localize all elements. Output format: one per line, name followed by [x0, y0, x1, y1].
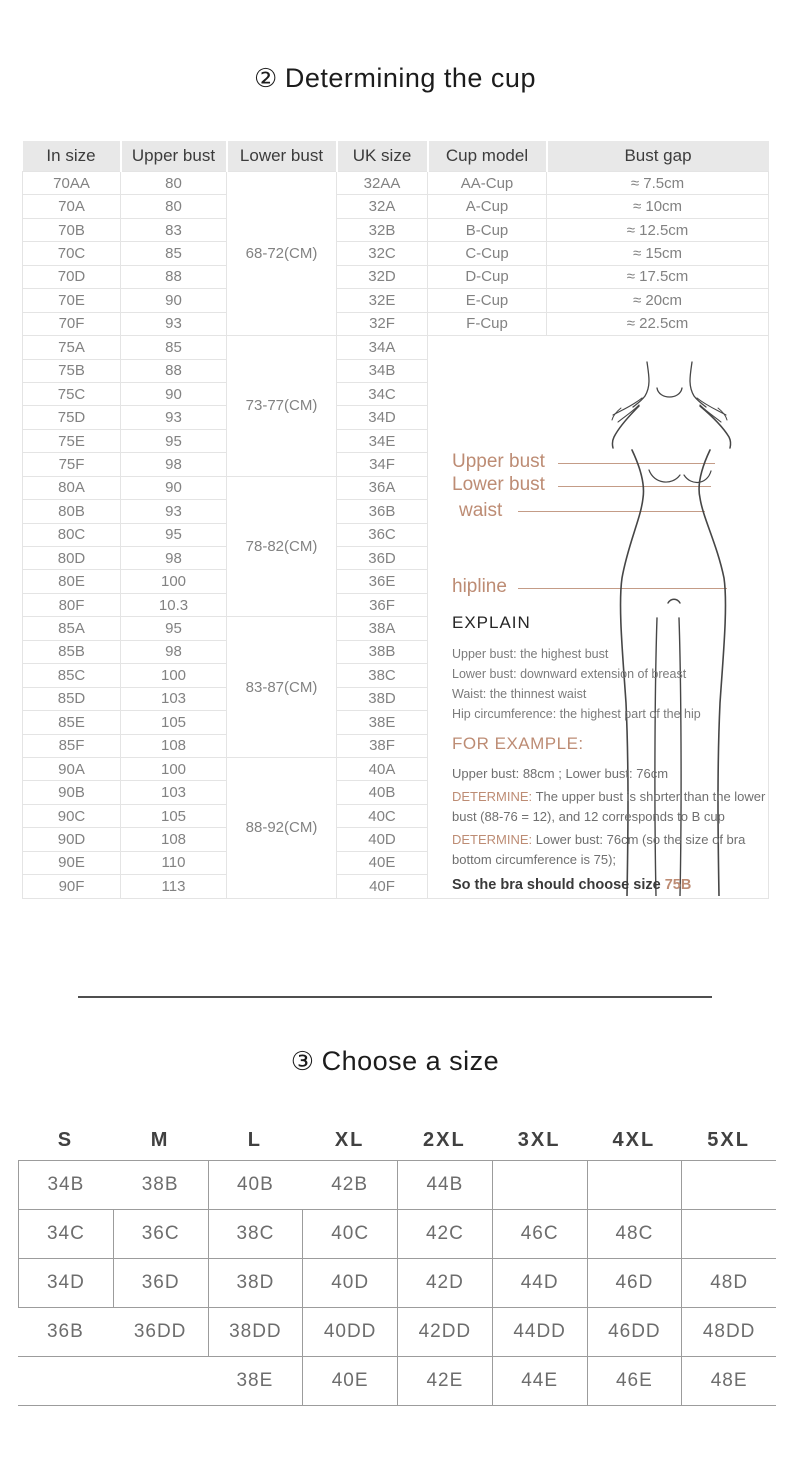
size-cell: 42E	[397, 1357, 492, 1405]
size-conclusion: So the bra should choose size 75B	[452, 876, 692, 893]
in-size-cell: 70B	[23, 218, 121, 241]
bust-gap-cell: ≈ 22.5cm	[547, 312, 769, 335]
section2-title	[0, 63, 790, 94]
uk-size-cell: 38B	[337, 640, 428, 663]
determine-statement-2: DETERMINE: Lower bust: 76cm (so the size of bra bottom circumference is 75);	[452, 831, 746, 867]
uk-size-cell: 32D	[337, 265, 428, 288]
uk-size-cell: 32A	[337, 195, 428, 218]
size-cell: 46C	[492, 1210, 587, 1258]
uk-size-cell: 36F	[337, 593, 428, 616]
lower-bust-cell: 73-77(CM)	[227, 336, 337, 477]
size-cell: 40D	[302, 1259, 397, 1307]
size-cell-empty	[681, 1210, 776, 1258]
uk-size-cell: 38A	[337, 617, 428, 640]
upper-bust-cell: 98	[121, 453, 227, 476]
cup-table-column-header: In size	[23, 141, 121, 172]
in-size-cell: 75E	[23, 429, 121, 452]
uk-size-cell: 38F	[337, 734, 428, 757]
size-cell: 44D	[492, 1259, 587, 1307]
in-size-cell: 75D	[23, 406, 121, 429]
size-cell: 36DD	[133, 1321, 187, 1342]
uk-size-cell: 34B	[337, 359, 428, 382]
size-cell: 46E	[587, 1357, 682, 1405]
size-table-row	[18, 1259, 776, 1308]
explain-line: Hip circumference: the highest part of the hip	[452, 707, 701, 721]
in-size-cell: 80D	[23, 547, 121, 570]
uk-size-cell: 40A	[337, 757, 428, 780]
in-size-cell: 70A	[23, 195, 121, 218]
size-cell: 36C	[113, 1210, 208, 1258]
in-size-cell: 70D	[23, 265, 121, 288]
cup-table-row	[23, 172, 769, 195]
size-cell: 46D	[587, 1259, 682, 1307]
lower-bust-label: Lower bust	[452, 474, 545, 495]
explain-heading: EXPLAIN	[452, 613, 531, 632]
size-cell: 48C	[587, 1210, 682, 1258]
lower-bust-cell: 88-92(CM)	[227, 757, 337, 898]
size-table-row	[18, 1161, 776, 1210]
upper-bust-cell: 80	[121, 172, 227, 195]
uk-size-cell: 36E	[337, 570, 428, 593]
size-cell-empty	[681, 1161, 776, 1209]
size-table-row	[18, 1357, 776, 1406]
determine-label: DETERMINE:	[452, 788, 536, 804]
size-cell: 38C	[208, 1210, 303, 1258]
choose-size-table	[18, 1160, 776, 1406]
bust-gap-cell: ≈ 20cm	[547, 289, 769, 312]
upper-bust-cell: 85	[121, 336, 227, 359]
uk-size-cell: 40C	[337, 804, 428, 827]
upper-bust-cell: 100	[121, 757, 227, 780]
uk-size-cell: 36C	[337, 523, 428, 546]
lower-bust-cell: 83-87(CM)	[227, 617, 337, 758]
in-size-cell: 85F	[23, 734, 121, 757]
size-cell: 42DD	[397, 1308, 492, 1356]
upper-bust-cell: 88	[121, 359, 227, 382]
in-size-cell: 85C	[23, 664, 121, 687]
in-size-cell: 70AA	[23, 172, 121, 195]
in-size-cell: 80B	[23, 500, 121, 523]
upper-bust-cell: 93	[121, 500, 227, 523]
upper-bust-cell: 95	[121, 523, 227, 546]
uk-size-cell: 32C	[337, 242, 428, 265]
upper-bust-cell: 95	[121, 429, 227, 452]
for-example-heading: FOR EXAMPLE:	[452, 734, 584, 753]
determine-label: DETERMINE:	[452, 831, 536, 847]
in-size-cell: 80E	[23, 570, 121, 593]
size-table-row	[18, 1308, 776, 1357]
upper-bust-cell: 93	[121, 406, 227, 429]
in-size-cell: 85A	[23, 617, 121, 640]
size-column-header: M	[150, 1129, 170, 1151]
uk-size-cell: 40D	[337, 828, 428, 851]
upper-bust-cell: 98	[121, 547, 227, 570]
size-cell-empty	[492, 1161, 587, 1209]
explain-text	[452, 644, 701, 724]
in-size-cell: 85D	[23, 687, 121, 710]
uk-size-cell: 34C	[337, 382, 428, 405]
upper-bust-cell: 103	[121, 781, 227, 804]
example-text	[452, 764, 766, 895]
size-cell: 46DD	[587, 1308, 682, 1356]
upper-bust-cell: 108	[121, 734, 227, 757]
size-column-header: 2XL	[423, 1129, 466, 1151]
measurement-figure	[427, 335, 768, 897]
in-size-cell: 90D	[23, 828, 121, 851]
upper-bust-cell: 100	[121, 570, 227, 593]
in-size-cell: 90A	[23, 757, 121, 780]
example-measurements: Upper bust: 88cm ; Lower bust: 76cm	[452, 766, 669, 781]
section-divider	[78, 996, 712, 998]
size-column-header: 5XL	[707, 1129, 750, 1151]
cup-table-column-header: UK size	[337, 141, 428, 172]
size-column-header: 4XL	[612, 1129, 656, 1151]
size-cell: 44DD	[492, 1308, 587, 1356]
uk-size-cell: 32E	[337, 289, 428, 312]
bust-gap-cell: ≈ 10cm	[547, 195, 769, 218]
size-cell-empty	[18, 1357, 113, 1405]
upper-bust-cell: 83	[121, 218, 227, 241]
cup-table-column-header: Cup model	[428, 141, 547, 172]
in-size-cell: 75A	[23, 336, 121, 359]
uk-size-cell: 40B	[337, 781, 428, 804]
size-table-header	[18, 1120, 776, 1160]
cup-model-cell: A-Cup	[428, 195, 547, 218]
uk-size-cell: 32B	[337, 218, 428, 241]
cup-table-column-header: Upper bust	[121, 141, 227, 172]
determine-statement-1: DETERMINE: The upper bust is shorter than the lower bust (88-76 = 12), and 12 corresponds to B cup	[452, 788, 766, 824]
size-cell: 38B	[141, 1174, 179, 1195]
upper-bust-cell: 90	[121, 476, 227, 499]
size-column-header: XL	[334, 1129, 365, 1151]
waist-label: waist	[459, 500, 503, 521]
upper-bust-cell: 100	[121, 664, 227, 687]
upper-bust-cell: 103	[121, 687, 227, 710]
bust-gap-cell: ≈ 17.5cm	[547, 265, 769, 288]
section2-title-text: Determining the cup	[284, 63, 536, 93]
size-cell: 40DD	[302, 1308, 397, 1356]
size-cell: 38E	[236, 1370, 274, 1391]
size-cell: 36B	[46, 1321, 84, 1342]
upper-bust-cell: 80	[121, 195, 227, 218]
upper-bust-cell: 105	[121, 804, 227, 827]
upper-bust-cell: 110	[121, 851, 227, 874]
upper-bust-cell: 98	[121, 640, 227, 663]
size-table-row	[18, 1210, 776, 1259]
size-cell: 40E	[302, 1357, 397, 1405]
in-size-cell: 70F	[23, 312, 121, 335]
cup-table-row	[23, 289, 769, 312]
in-size-cell: 80C	[23, 523, 121, 546]
cup-table-row	[23, 265, 769, 288]
explain-line: Waist: the thinnest waist	[452, 687, 587, 701]
upper-bust-cell: 85	[121, 242, 227, 265]
upper-bust-cell: 113	[121, 875, 227, 898]
size-cell: 48D	[681, 1259, 776, 1307]
cup-table-row	[23, 312, 769, 335]
uk-size-cell: 38C	[337, 664, 428, 687]
circled-number-2: ②	[254, 63, 278, 93]
upper-bust-cell: 10.3	[121, 593, 227, 616]
cup-model-cell: E-Cup	[428, 289, 547, 312]
size-column-header: 3XL	[517, 1129, 561, 1151]
cup-table-row	[23, 218, 769, 241]
size-cell-empty	[113, 1357, 208, 1405]
uk-size-cell: 38D	[337, 687, 428, 710]
cup-model-cell: D-Cup	[428, 265, 547, 288]
cup-table-row	[23, 195, 769, 218]
in-size-cell: 80A	[23, 476, 121, 499]
bust-gap-cell: ≈ 7.5cm	[547, 172, 769, 195]
in-size-cell: 85E	[23, 711, 121, 734]
cup-model-cell: C-Cup	[428, 242, 547, 265]
recommended-size: 75B	[664, 876, 692, 893]
size-cell: 48E	[681, 1357, 776, 1405]
size-cell-empty	[587, 1161, 682, 1209]
uk-size-cell: 32AA	[337, 172, 428, 195]
uk-size-cell: 38E	[337, 711, 428, 734]
lower-bust-cell: 68-72(CM)	[227, 172, 337, 336]
size-cell: 38D	[208, 1259, 303, 1307]
uk-size-cell: 36A	[337, 476, 428, 499]
size-column-header: L	[247, 1129, 262, 1151]
hipline-label: hipline	[452, 576, 507, 597]
in-size-cell: 90C	[23, 804, 121, 827]
in-size-cell: 90F	[23, 875, 121, 898]
upper-bust-cell: 90	[121, 382, 227, 405]
in-size-cell: 70E	[23, 289, 121, 312]
size-cell: 40C	[302, 1210, 397, 1258]
upper-bust-cell: 93	[121, 312, 227, 335]
uk-size-cell: 34E	[337, 429, 428, 452]
size-cell: 38DD	[208, 1308, 303, 1356]
uk-size-cell: 36B	[337, 500, 428, 523]
in-size-cell: 75F	[23, 453, 121, 476]
cup-table-column-header: Bust gap	[547, 141, 769, 172]
in-size-cell: 75C	[23, 382, 121, 405]
uk-size-cell: 32F	[337, 312, 428, 335]
size-cell: 42D	[397, 1259, 492, 1307]
upper-bust-cell: 105	[121, 711, 227, 734]
upper-bust-label: Upper bust	[452, 451, 545, 472]
size-cell: 44B	[397, 1161, 492, 1209]
lower-bust-cell: 78-82(CM)	[227, 476, 337, 617]
explain-line: Lower bust: downward extension of breast	[452, 667, 687, 681]
in-size-cell: 70C	[23, 242, 121, 265]
section3-title	[0, 1046, 790, 1077]
circled-number-3: ③	[290, 1046, 315, 1076]
size-cell: 36D	[113, 1259, 208, 1307]
in-size-cell: 80F	[23, 593, 121, 616]
uk-size-cell: 36D	[337, 547, 428, 570]
cup-model-cell: B-Cup	[428, 218, 547, 241]
in-size-cell: 85B	[23, 640, 121, 663]
bust-gap-cell: ≈ 12.5cm	[547, 218, 769, 241]
size-cell: 48DD	[681, 1308, 776, 1356]
uk-size-cell: 40F	[337, 875, 428, 898]
in-size-cell: 75B	[23, 359, 121, 382]
upper-bust-cell: 88	[121, 265, 227, 288]
uk-size-cell: 34A	[337, 336, 428, 359]
in-size-cell: 90E	[23, 851, 121, 874]
size-cell: 34D	[18, 1259, 113, 1307]
size-cell: 44E	[492, 1357, 587, 1405]
cup-model-cell: AA-Cup	[428, 172, 547, 195]
cup-model-cell: F-Cup	[428, 312, 547, 335]
size-cell: 34B	[18, 1161, 113, 1209]
bust-gap-cell: ≈ 15cm	[547, 242, 769, 265]
uk-size-cell: 34F	[337, 453, 428, 476]
size-cell: 34C	[18, 1210, 113, 1258]
in-size-cell: 90B	[23, 781, 121, 804]
upper-bust-cell: 108	[121, 828, 227, 851]
cup-table-column-header: Lower bust	[227, 141, 337, 172]
size-cell: 42C	[397, 1210, 492, 1258]
upper-bust-cell: 95	[121, 617, 227, 640]
uk-size-cell: 40E	[337, 851, 428, 874]
uk-size-cell: 34D	[337, 406, 428, 429]
cup-table-row	[23, 242, 769, 265]
size-column-header: S	[57, 1129, 74, 1151]
size-cell: 40B	[208, 1161, 303, 1209]
size-cell: 42B	[331, 1174, 369, 1195]
section3-title-text: Choose a size	[321, 1046, 500, 1076]
explain-line: Upper bust: the highest bust	[452, 647, 609, 661]
cup-table-header	[23, 141, 769, 172]
upper-bust-cell: 90	[121, 289, 227, 312]
